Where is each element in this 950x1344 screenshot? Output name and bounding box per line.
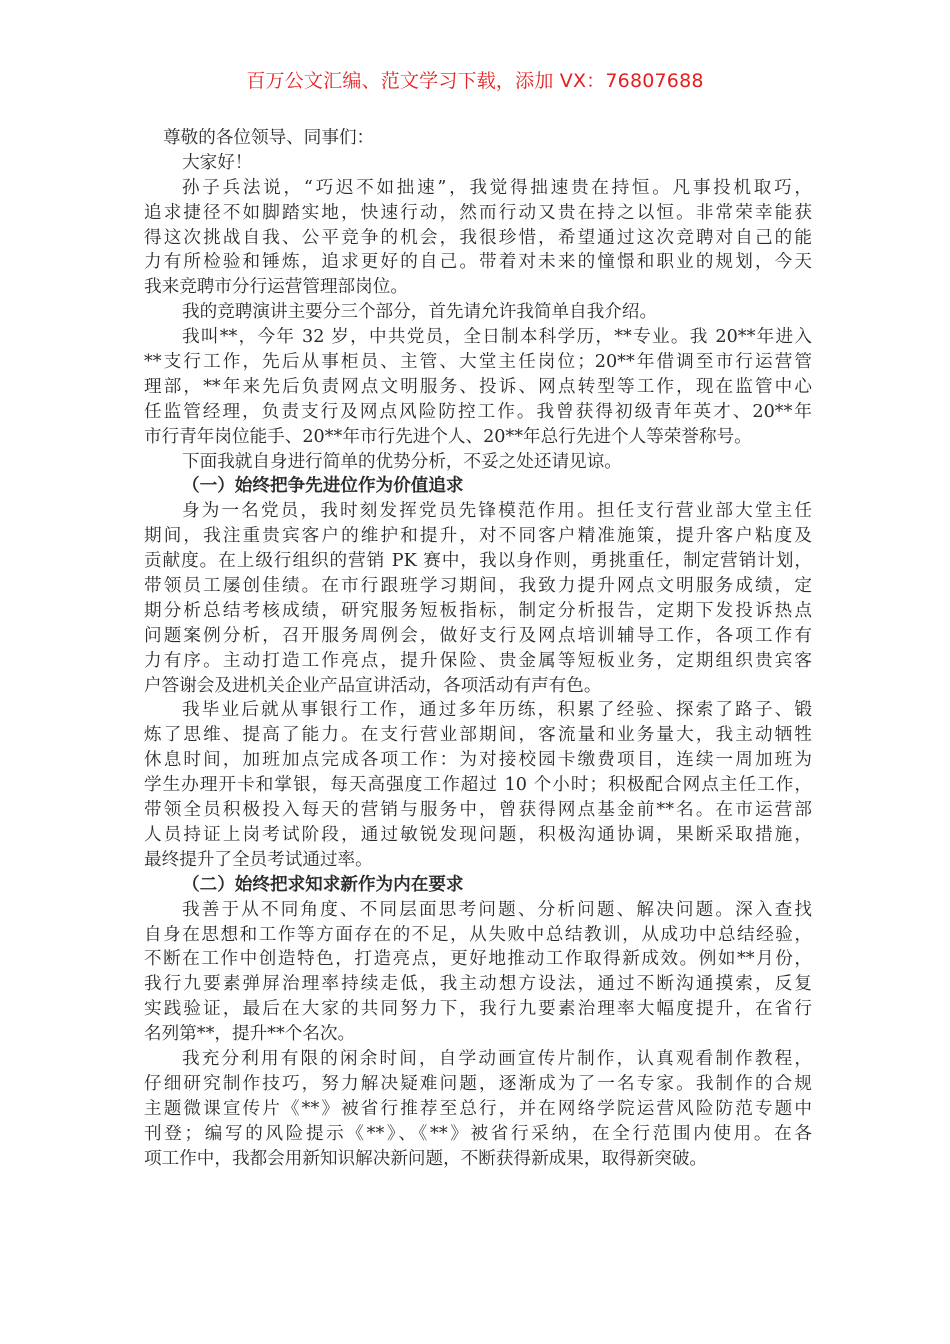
text-line: 市行青年岗位能手、20**年市行先进个人、20**年总行先进个人等荣誉称号。 xyxy=(144,426,752,447)
text-line: 实践验证，最后在大家的共同努力下，我行九要素治理率大幅度提升，在省行 xyxy=(144,999,812,1020)
salutation xyxy=(144,126,812,151)
text-line: 期分析总结考核成绩，研究服务短板指标，制定分析报告，定期下发投诉热点 xyxy=(144,600,812,621)
text-line: 刊登；编写的风险提示《**》、《**》被省行采纳，在全行范围内使用。在各 xyxy=(144,1123,812,1144)
text-line: 任监管经理，负责支行及网点风险防控工作。我曾获得初级青年英才、20**年 xyxy=(144,401,812,422)
paragraph xyxy=(144,450,812,475)
paragraph xyxy=(144,325,812,449)
text-line: 大家好！ xyxy=(182,152,253,173)
text-line: 我善于从不同角度、不同层面思考问题、分析问题、解决问题。深入查找 xyxy=(182,899,812,920)
text-line: 学生办理开卡和掌银，每天高强度工作超过 10 个小时；积极配合网点主任工作， xyxy=(144,775,812,796)
text-line: 项工作中，我都会用新知识解决新问题，不断获得新成果，取得新突破。 xyxy=(144,1148,708,1169)
text-line: 得这次挑战自我、公平竞争的机会，我很珍惜，希望通过这次竞聘对自己的能 xyxy=(144,227,812,248)
document-body xyxy=(144,126,812,1171)
text-line: 我的竞聘演讲主要分三个部分，首先请允许我简单自我介绍。 xyxy=(182,302,658,323)
text-line: 力有序。主动打造工作亮点，提升保险、贵金属等短板业务，定期组织贵宾客 xyxy=(144,650,812,671)
text-line: 我来竞聘市分行运营管理部岗位。 xyxy=(144,277,408,298)
text-line: 我叫**，今年 32 岁，中共党员，全日制本科学历，**专业。我 20**年进入 xyxy=(182,327,812,348)
text-line: 我毕业后就从事银行工作，通过多年历练，积累了经验、探索了路子、锻 xyxy=(182,700,812,721)
text-line: 理部，**年来先后负责网点文明服务、投诉、网点转型等工作，现在监管中心 xyxy=(144,376,812,397)
paragraph xyxy=(144,499,812,698)
text-line: 力有所检验和锤炼，追求更好的自己。带着对未来的憧憬和职业的规划，今天 xyxy=(144,252,812,273)
text-line: 我行九要素弹屏治理率持续走低，我主动想方设法，通过不断沟通摸索，反复 xyxy=(144,974,812,995)
text-line: 户答谢会及进机关企业产品宣讲活动，各项活动有声有色。 xyxy=(144,675,602,696)
watermark-banner: 百万公文汇编、范文学习下载，添加 VX：76807688 xyxy=(246,70,704,92)
text-line: （二）始终把求知求新作为内在要求 xyxy=(182,874,464,895)
paragraph xyxy=(144,176,812,300)
paragraph xyxy=(144,1047,812,1171)
section-heading xyxy=(144,873,812,898)
text-line: **支行工作，先后从事柜员、主管、大堂主任岗位；20**年借调至市行运营管 xyxy=(144,352,812,373)
text-line: 主题微课宣传片《**》被省行推荐至总行，并在网络学院运营风险防范专题中 xyxy=(144,1098,812,1119)
text-line: 炼了思维、提高了能力。在支行营业部期间，客流量和业务量大，我主动牺牲 xyxy=(144,725,812,746)
paragraph xyxy=(144,898,812,1047)
paragraph xyxy=(144,300,812,325)
text-line: 自身在思想和工作等方面存在的不足，从失败中总结教训，从成功中总结经验， xyxy=(144,924,812,945)
text-line: 下面我就自身进行简单的优势分析，不妥之处还请见谅。 xyxy=(182,451,622,472)
text-line: 尊敬的各位领导、同事们： xyxy=(163,128,375,148)
paragraph xyxy=(144,151,812,176)
text-line: 身为一名党员，我时刻发挥党员先锋模范作用。担任支行营业部大堂主任 xyxy=(182,501,812,522)
text-line: 休息时间，加班加点完成各项工作：为对接校园卡缴费项目，连续一周加班为 xyxy=(144,750,812,771)
text-line: 追求捷径不如脚踏实地，快速行动，然而行动又贵在持之以恒。非常荣幸能获 xyxy=(144,202,812,223)
text-line: 名列第**，提升**个名次。 xyxy=(144,1024,356,1045)
paragraph xyxy=(144,698,812,872)
text-line: 我充分利用有限的闲余时间，自学动画宣传片制作，认真观看制作教程， xyxy=(182,1048,812,1069)
text-line: 带领全员积极投入每天的营销与服务中，曾获得网点基金前**名。在市运营部 xyxy=(144,800,812,821)
section-heading xyxy=(144,474,812,499)
text-line: 最终提升了全员考试通过率。 xyxy=(144,849,373,870)
text-line: 贡献度。在上级行组织的营销 PK 赛中，我以身作则，勇挑重任，制定营销计划， xyxy=(144,551,812,572)
text-line: 带领员工屡创佳绩。在市行跟班学习期间，我致力提升网点文明服务成绩，定 xyxy=(144,576,812,597)
text-line: 问题案例分析，召开服务周例会，做好支行及网点培训辅导工作，各项工作有 xyxy=(144,625,812,646)
text-line: （一）始终把争先进位作为价值追求 xyxy=(182,476,464,497)
text-line: 孙子兵法说，“巧迟不如拙速”，我觉得拙速贵在持恒。凡事投机取巧， xyxy=(182,177,812,198)
text-line: 期间，我注重贵宾客户的维护和提升，对不同客户精准施策，提升客户粘度及 xyxy=(144,526,812,547)
text-line: 仔细研究制作技巧，努力解决疑难问题，逐渐成为了一名专家。我制作的合规 xyxy=(144,1073,812,1094)
text-line: 人员持证上岗考试阶段，通过敏锐发现问题，积极沟通协调，果断采取措施， xyxy=(144,824,812,845)
text-line: 不断在工作中创造特色，打造亮点，更好地推动工作取得新成效。例如**月份， xyxy=(144,949,812,970)
